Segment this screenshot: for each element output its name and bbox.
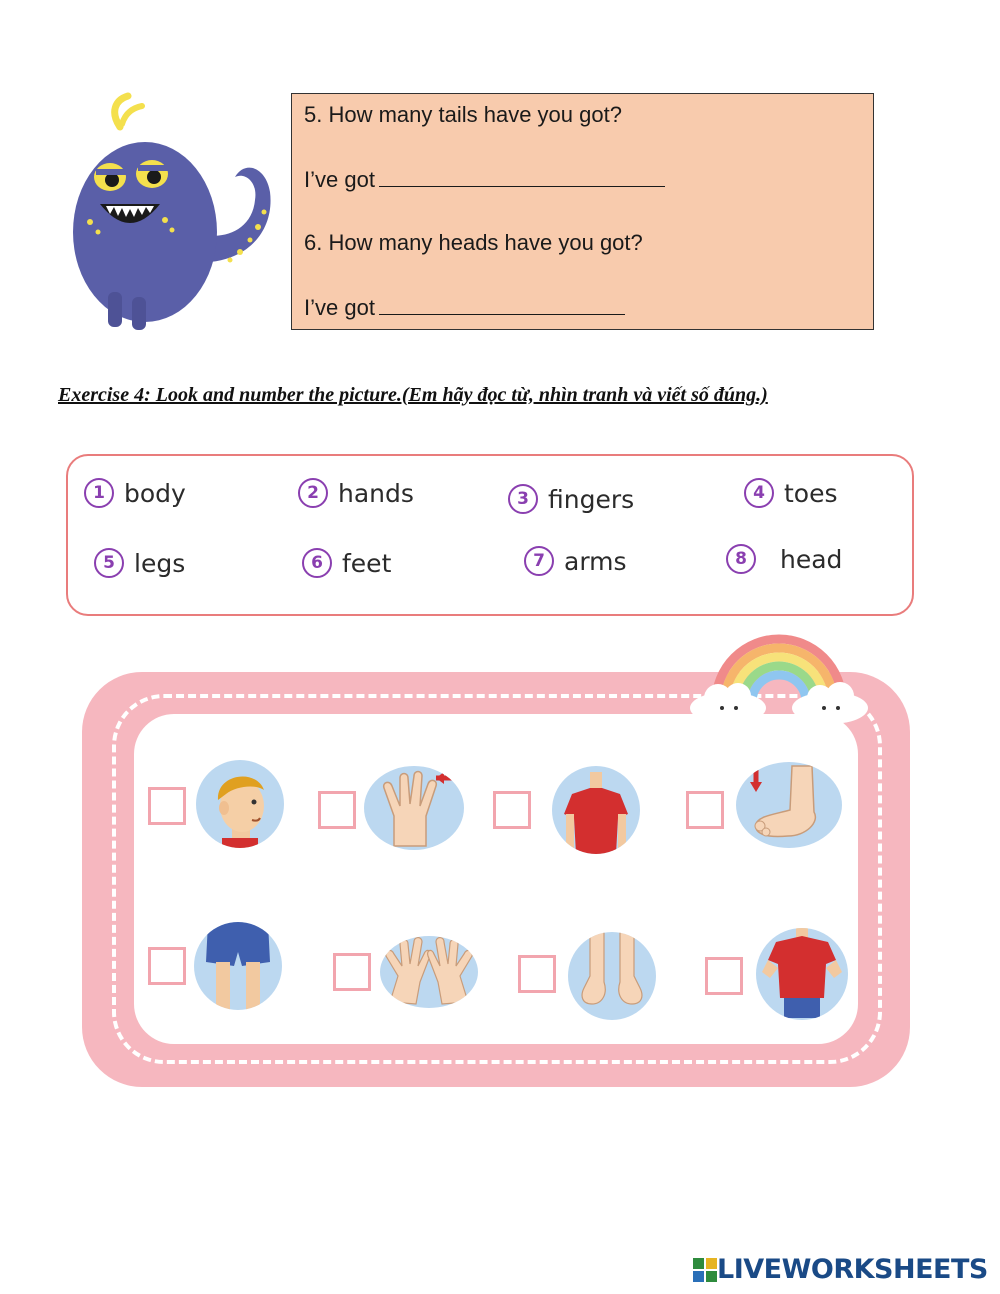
answer-box[interactable] [686, 791, 724, 829]
liveworksheets-logo [693, 1254, 988, 1285]
arms-icon [552, 766, 640, 854]
number-badge: 2 [298, 478, 328, 508]
number-badge: 7 [524, 546, 554, 576]
answer-box[interactable] [318, 791, 356, 829]
word-label: legs [134, 548, 186, 578]
word-label: arms [564, 546, 627, 576]
answer-box[interactable] [148, 947, 186, 985]
word-label: fingers [548, 484, 635, 514]
answer-box[interactable] [518, 955, 556, 993]
word-item [298, 478, 414, 508]
toes-icon [736, 762, 842, 848]
word-bank [66, 454, 914, 616]
rainbow-decoration [688, 632, 870, 724]
word-label: feet [342, 548, 392, 578]
number-badge: 1 [84, 478, 114, 508]
logo-text: LIVEWORKSHEETS [717, 1254, 988, 1285]
answer-6-blank[interactable] [379, 294, 625, 315]
answer-box[interactable] [705, 957, 743, 995]
number-badge: 8 [726, 544, 756, 574]
word-item [744, 478, 838, 508]
word-item [524, 546, 627, 576]
answer-box[interactable] [333, 953, 371, 991]
number-badge: 4 [744, 478, 774, 508]
word-label: toes [784, 478, 838, 508]
exercise-title: Exercise 4: Look and number the picture.(Em hãy đọc từ, nhìn tranh và viết số đúng.) [58, 384, 768, 406]
question-box [291, 93, 874, 330]
answer-6-prefix: I’ve got [304, 295, 375, 320]
hand-icon [364, 766, 464, 850]
word-item [726, 544, 842, 574]
word-item [302, 548, 391, 578]
legs-icon [194, 922, 282, 1010]
answer-6-line [304, 294, 625, 321]
word-item [94, 548, 185, 578]
number-badge: 3 [508, 484, 538, 514]
number-badge: 5 [94, 548, 124, 578]
word-item [84, 478, 186, 508]
number-badge: 6 [302, 548, 332, 578]
answer-5-line [304, 166, 665, 193]
monster-illustration [70, 92, 285, 332]
answer-box[interactable] [148, 787, 186, 825]
head-icon [196, 760, 284, 848]
question-5: 5. How many tails have you got? [304, 102, 622, 127]
answer-box[interactable] [493, 791, 531, 829]
answer-5-prefix: I’ve got [304, 167, 375, 192]
word-label: body [124, 478, 186, 508]
word-label: head [780, 544, 843, 574]
answer-5-blank[interactable] [379, 166, 665, 187]
logo-mark-icon [693, 1258, 717, 1282]
word-label: hands [338, 478, 414, 508]
feet-icon [568, 932, 656, 1020]
question-6: 6. How many heads have you got? [304, 230, 643, 255]
hands-icon [380, 936, 478, 1008]
word-item [508, 484, 634, 514]
body-icon [756, 928, 848, 1020]
